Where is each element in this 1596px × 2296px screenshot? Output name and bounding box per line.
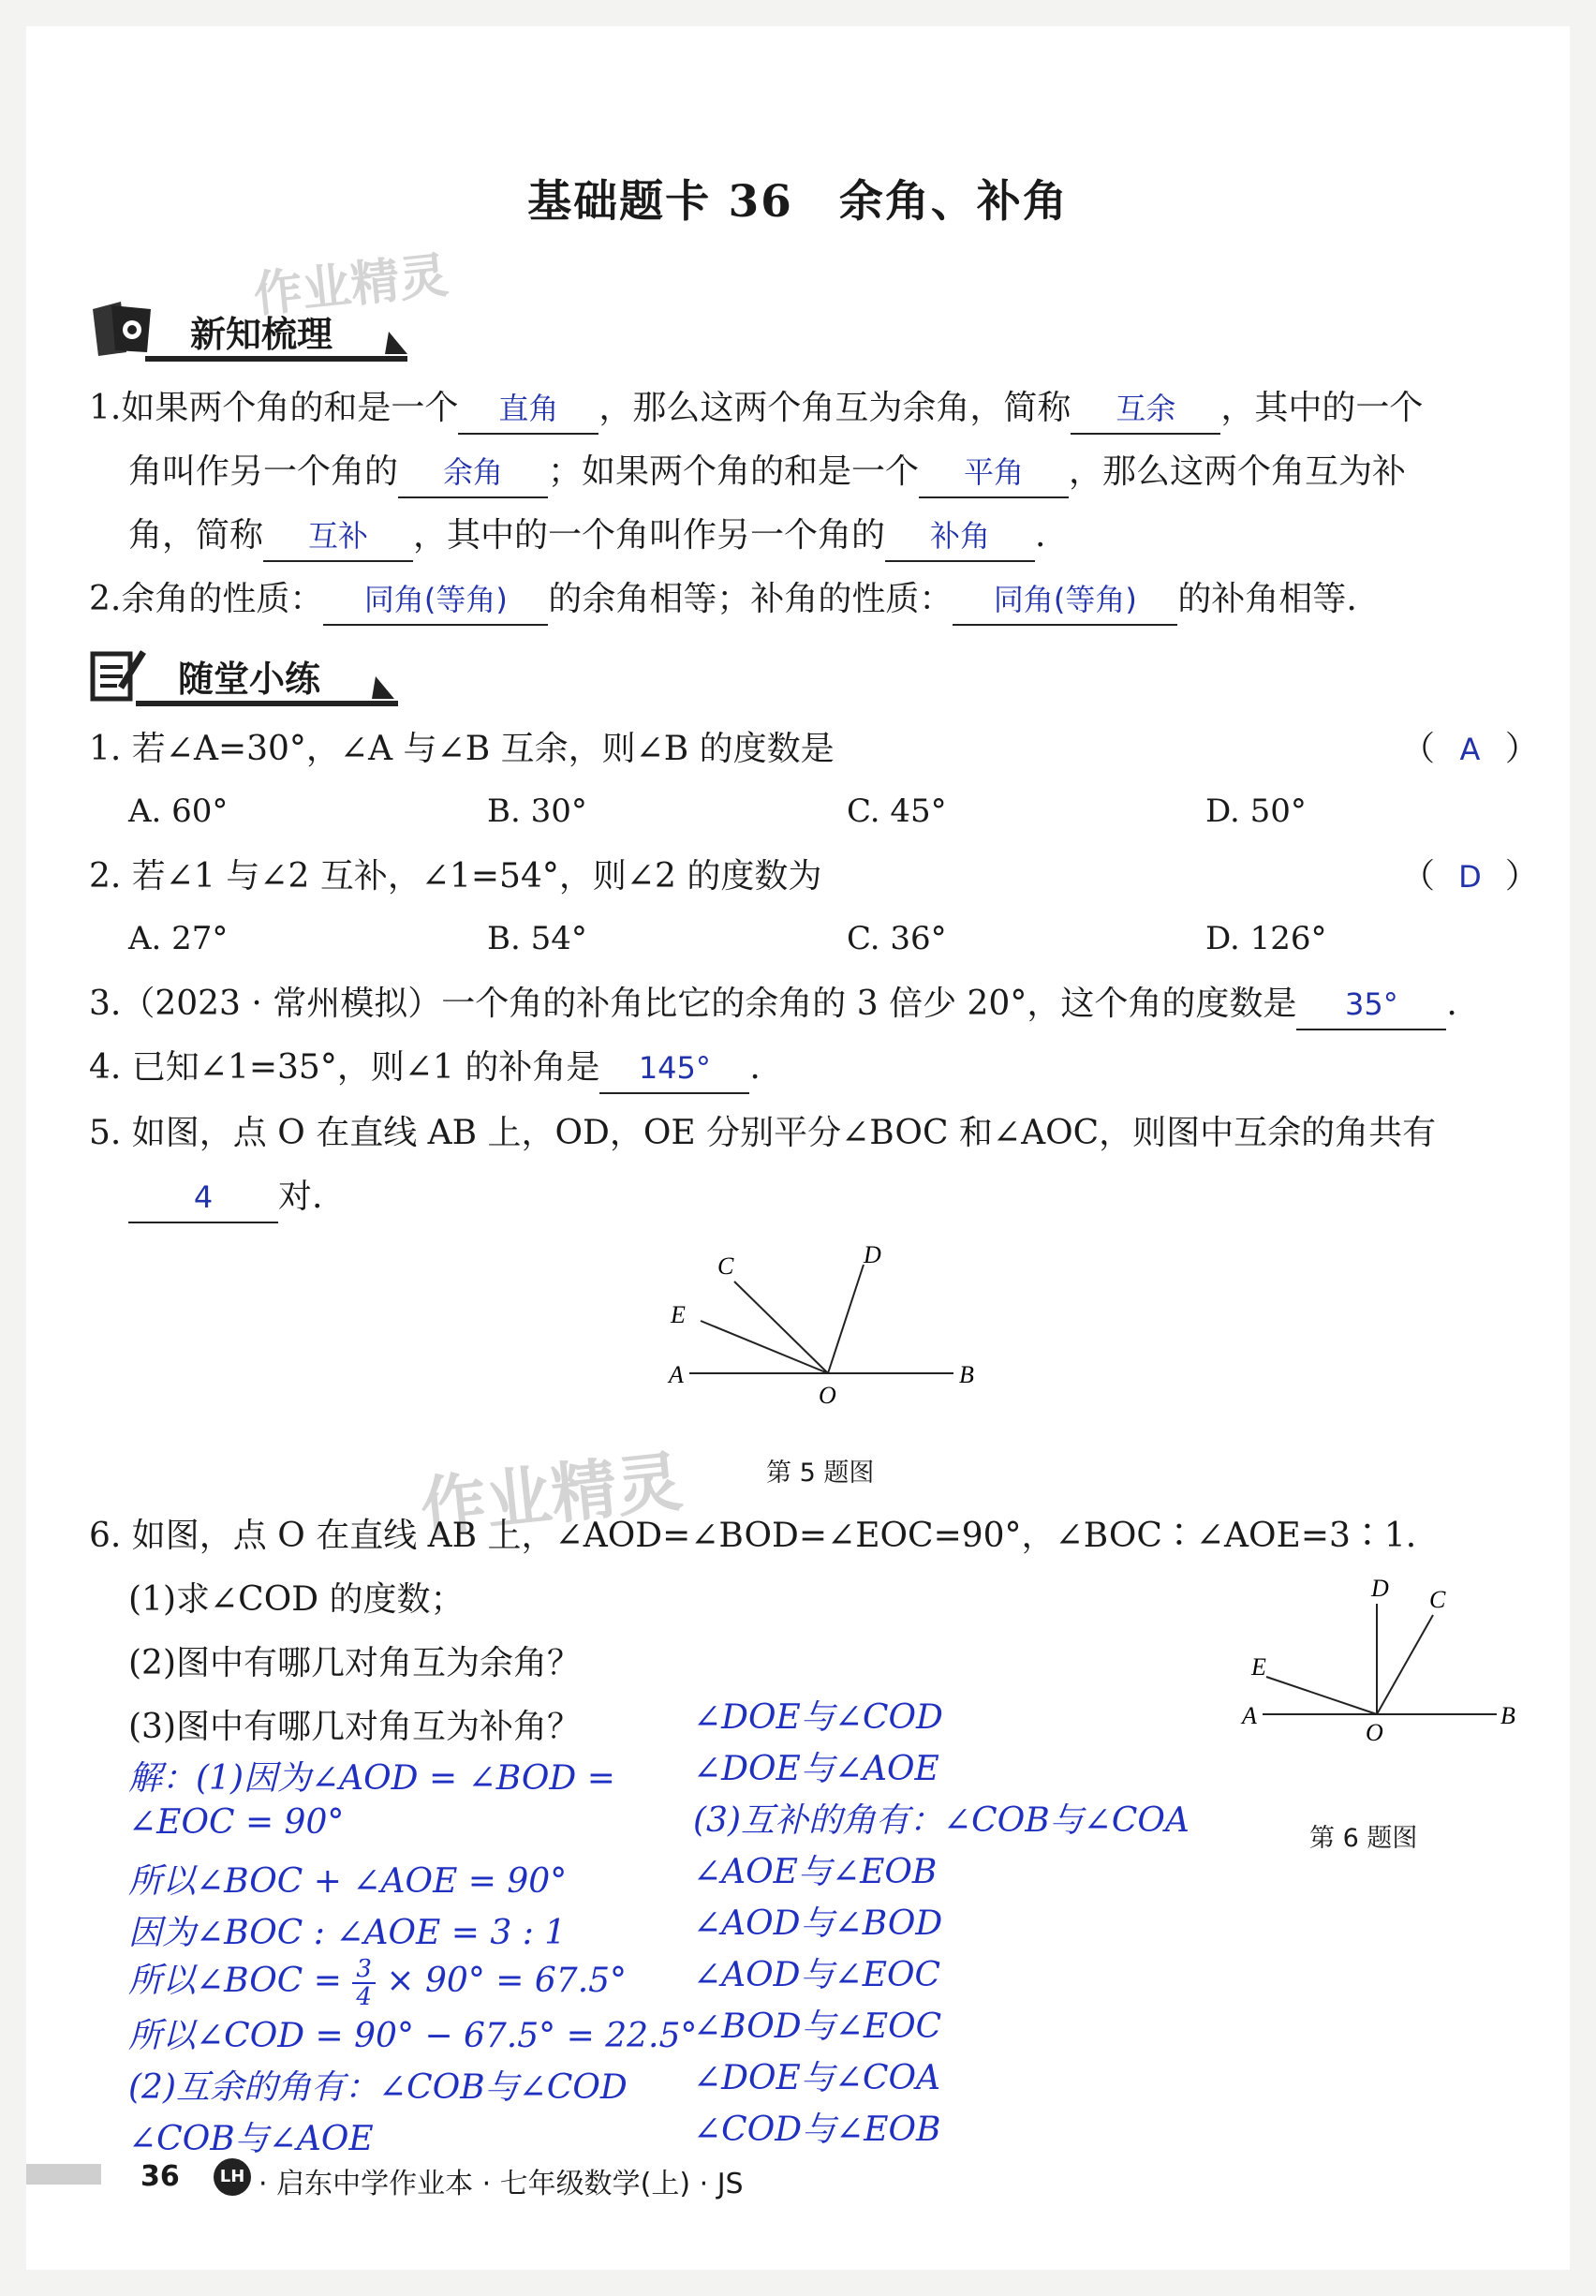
corner-triangle-icon (385, 332, 407, 354)
blank-complement-property[interactable]: 同角(等角) (323, 575, 548, 626)
practice-q6-part3: (3)图中有哪几对角互为补角？ (128, 1708, 581, 1746)
book-pen-icon (89, 300, 158, 358)
hw-left-8: ∠COB与∠AOE (128, 2120, 374, 2158)
label-e: E (671, 1301, 686, 1328)
page-title: 基础题卡 36 余角、补角 (527, 176, 1069, 228)
label-a: A (1242, 1702, 1257, 1729)
label-a: A (669, 1361, 684, 1388)
choice-d[interactable]: D. 50° (1205, 792, 1307, 830)
figure-q6-caption: 第 6 题图 (1309, 1824, 1418, 1853)
footer-text: · 启东中学作业本 · 七年级数学(上) · JS (259, 2168, 744, 2200)
practice-q4: 4. 已知∠1=35°，则∠1 的补角是 145° . (89, 1044, 761, 1094)
blank-complement-angle[interactable]: 余角 (398, 448, 548, 498)
hw-left-6: 所以∠COD = 90° − 67.5° = 22.5° (128, 2017, 698, 2055)
label-o: O (1366, 1719, 1383, 1742)
hw-right-6: ∠AOD与∠EOC (693, 1956, 941, 1994)
blank-q3[interactable]: 35° (1296, 980, 1446, 1030)
choice-c[interactable]: C. 36° (847, 920, 947, 957)
notebook-pen-icon (89, 646, 149, 703)
choice-a[interactable]: A. 60° (128, 792, 229, 830)
figure-q6 (1236, 1574, 1517, 1742)
practice-q1-answer-bracket: （ A ） (1401, 725, 1539, 774)
label-b: B (1500, 1702, 1515, 1729)
practice-q2-stem: 2. 若∠1 与∠2 互补，∠1=54°，则∠2 的度数为 (89, 857, 822, 896)
choice-c[interactable]: C. 45° (847, 792, 947, 830)
choice-b[interactable]: B. 30° (487, 792, 587, 830)
practice-q6-part1: (1)求∠COD 的度数； (128, 1580, 465, 1619)
label-d: D (864, 1241, 881, 1268)
knowledge-q1-line1: 1.如果两个角的和是一个 直角 ，那么这两个角互为余角，简称 互余 ，其中的一个 (89, 384, 1423, 435)
hw-right-5: ∠AOD与∠BOD (693, 1904, 943, 1943)
hw-right-9: ∠COD与∠EOB (693, 2111, 941, 2149)
hw-left-2: ∠EOC = 90° (128, 1803, 345, 1842)
hw-right-1: ∠DOE与∠COD (693, 1698, 943, 1737)
section-heading: 随堂小练 (178, 659, 321, 700)
corner-triangle-icon (372, 676, 394, 699)
section-header-practice (89, 644, 398, 706)
hw-left-4: 因为∠BOC : ∠AOE = 3 : 1 (128, 1914, 567, 1952)
page-number: 36 (140, 2160, 180, 2193)
watermark-top: 作业精灵 (251, 247, 451, 324)
practice-q5-answer-line: 4 对. (128, 1173, 322, 1223)
hw-right-4: ∠AOE与∠EOB (693, 1853, 938, 1891)
label-c: C (1429, 1586, 1446, 1613)
answer-q1[interactable]: A (1459, 732, 1481, 767)
watermark-mid: 作业精灵 (417, 1443, 687, 1548)
section-header-new-knowledge (89, 300, 407, 362)
practice-q2-answer-bracket: （ D ） (1401, 852, 1539, 901)
label-b: B (959, 1361, 974, 1388)
hw-right-3: (3)互补的角有：∠COB与∠COA (693, 1801, 1190, 1840)
hw-right-7: ∠BOD与∠EOC (693, 2007, 942, 2046)
practice-q1-stem: 1. 若∠A=30°，∠A 与∠B 互余，则∠B 的度数是 (89, 730, 835, 768)
fraction-three-quarters: $\frac{3}{4}$ (352, 1956, 376, 2010)
hw-left-3: 所以∠BOC + ∠AOE = 90° (128, 1862, 568, 1901)
label-c: C (717, 1252, 734, 1280)
answer-q2[interactable]: D (1458, 859, 1482, 895)
blank-straight-angle[interactable]: 平角 (919, 448, 1069, 498)
blank-supplement-property[interactable]: 同角(等角) (953, 575, 1177, 626)
blank-supplement-angle[interactable]: 补角 (885, 511, 1035, 562)
knowledge-q1-line3: 角，简称 互补 ，其中的一个角叫作另一个角的 补角 . (128, 511, 1045, 562)
figure-q5-caption: 第 5 题图 (766, 1459, 875, 1488)
knowledge-q2: 2.余角的性质： 同角(等角) 的余角相等；补角的性质： 同角(等角) 的补角相等. (89, 575, 1357, 626)
practice-q3: 3.（2023 · 常州模拟）一个角的补角比它的余角的 3 倍少 20°，这个角的度数是 35° . (89, 980, 1457, 1030)
blank-q5[interactable]: 4 (128, 1173, 278, 1223)
practice-q5-stem: 5. 如图，点 O 在直线 AB 上，OD，OE 分别平分∠BOC 和∠AOC，则图中互余的角共有 (89, 1114, 1437, 1152)
hw-left-5: 所以∠BOC = $\frac{3}{4}$ × 90° = 67.5° (128, 1955, 628, 2011)
blank-supplementary[interactable]: 互补 (263, 511, 413, 562)
label-o: O (819, 1382, 836, 1409)
choice-b[interactable]: B. 54° (487, 920, 587, 957)
blank-q4[interactable]: 145° (599, 1044, 749, 1094)
label-e: E (1251, 1653, 1266, 1681)
section-heading: 新知梳理 (190, 314, 333, 355)
hw-right-2: ∠DOE与∠AOE (693, 1750, 939, 1788)
hw-right-8: ∠DOE与∠COA (693, 2059, 941, 2097)
choice-d[interactable]: D. 126° (1205, 920, 1327, 957)
practice-q6-part2: (2)图中有哪几对角互为余角？ (128, 1644, 581, 1682)
hw-left-1: 解：(1)因为∠AOD = ∠BOD = (128, 1759, 615, 1798)
choice-a[interactable]: A. 27° (128, 920, 229, 957)
figure-q5 (656, 1237, 974, 1424)
knowledge-q1-line2: 角叫作另一个角的 余角 ；如果两个角的和是一个 平角 ，那么这两个角互为补 (128, 448, 1406, 498)
footer-bar-decoration (26, 2164, 101, 2185)
hw-left-7: (2)互余的角有：∠COB与∠COD (128, 2068, 628, 2107)
publisher-logo: LH (214, 2158, 251, 2196)
label-d: D (1371, 1575, 1389, 1602)
practice-q6-stem: 6. 如图，点 O 在直线 AB 上，∠AOD=∠BOD=∠EOC=90°，∠BOC∶∠AOE=3∶1. (89, 1517, 1417, 1555)
blank-right-angle[interactable]: 直角 (458, 384, 598, 435)
blank-complementary[interactable]: 互余 (1071, 384, 1220, 435)
